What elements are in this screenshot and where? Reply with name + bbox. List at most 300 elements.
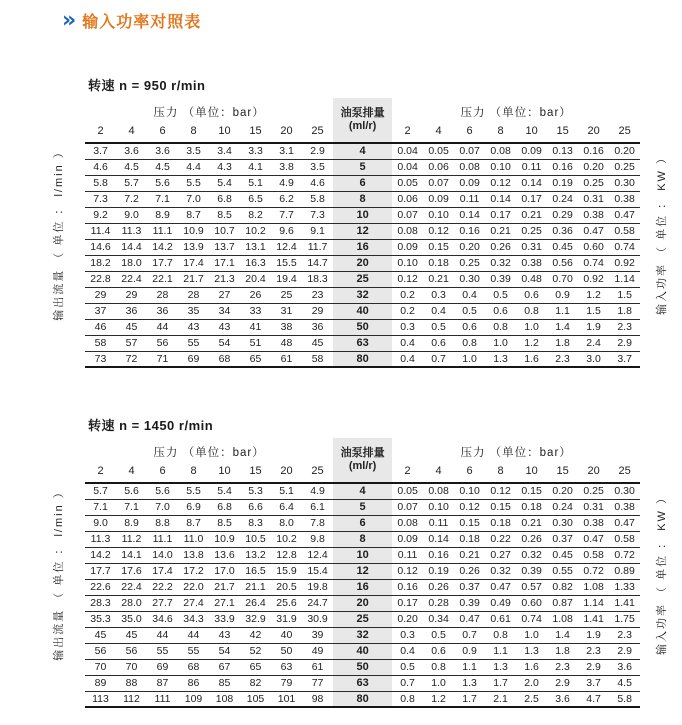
displacement-cell: 80 [333, 351, 392, 367]
power-value-cell: 1.9 [578, 319, 609, 335]
pressure-column-label: 6 [454, 462, 485, 483]
power-value-cell: 1.33 [609, 579, 640, 595]
flow-value-cell: 44 [178, 627, 209, 643]
power-value-cell: 0.5 [454, 303, 485, 319]
power-value-cell: 0.82 [547, 579, 578, 595]
flow-value-cell: 27 [209, 287, 240, 303]
power-value-cell: 0.11 [516, 159, 547, 175]
displacement-cell: 5 [333, 159, 392, 175]
flow-value-cell: 13.7 [209, 239, 240, 255]
power-value-cell: 0.18 [485, 515, 516, 531]
power-value-cell: 0.21 [423, 271, 454, 287]
flow-value-cell: 55 [147, 643, 178, 659]
flow-value-cell: 9.0 [116, 207, 147, 223]
power-value-cell: 0.10 [459, 485, 480, 498]
pressure-column-label: 8 [178, 462, 209, 483]
flow-value-cell: 22.8 [85, 271, 116, 287]
flow-value-cell: 3.7 [93, 145, 108, 158]
power-value-cell: 0.20 [578, 159, 609, 175]
pressure-column-label: 25 [609, 462, 640, 483]
flow-value-cell: 8.2 [240, 207, 271, 223]
power-value-cell: 0.87 [547, 595, 578, 611]
flow-value-cell: 4.5 [116, 159, 147, 175]
table-row [85, 595, 640, 611]
power-value-cell: 0.7 [392, 675, 423, 691]
flow-value-cell: 20.4 [240, 271, 271, 287]
displacement-header [333, 98, 392, 143]
pressure-column-label: 2 [85, 122, 116, 143]
power-value-cell: 2.9 [609, 643, 640, 659]
flow-value-cell: 17.7 [85, 563, 116, 579]
pressure-column-label: 15 [547, 122, 578, 143]
power-value-cell: 0.07 [392, 207, 423, 223]
flow-value-cell: 105 [240, 691, 271, 707]
displacement-cell: 8 [333, 191, 392, 207]
power-value-cell: 1.1 [485, 643, 516, 659]
flow-value-cell: 36 [147, 303, 178, 319]
flow-value-cell: 16.3 [240, 255, 271, 271]
pressure-column-label: 10 [209, 462, 240, 483]
flow-value-cell: 37 [85, 303, 116, 319]
power-value-cell: 1.14 [578, 595, 609, 611]
flow-value-cell: 11.0 [178, 531, 209, 547]
flow-value-cell: 98 [302, 691, 333, 707]
flow-value-cell: 70 [85, 659, 116, 675]
flow-value-cell: 28.0 [116, 595, 147, 611]
power-value-cell: 0.14 [516, 175, 547, 191]
flow-value-cell: 34 [209, 303, 240, 319]
table-row [85, 675, 640, 691]
left-axis-label-950 [30, 98, 85, 368]
power-value-cell: 0.26 [485, 239, 516, 255]
flow-value-cell: 8.0 [271, 515, 302, 531]
table-row [85, 255, 640, 271]
flow-value-cell: 40 [271, 627, 302, 643]
power-value-cell: 4.5 [609, 675, 640, 691]
flow-value-cell: 11.2 [116, 531, 147, 547]
flow-value-cell: 21.7 [209, 579, 240, 595]
power-value-cell: 0.09 [423, 191, 454, 207]
left-axis-label-1450 [30, 438, 85, 708]
displacement-cell: 20 [333, 255, 392, 271]
right-axis-label-950 [640, 98, 682, 368]
displacement-cell: 40 [333, 303, 392, 319]
flow-value-cell: 5.7 [116, 175, 147, 191]
flow-value-cell: 10.2 [240, 223, 271, 239]
power-value-cell: 2.5 [516, 691, 547, 707]
flow-value-cell: 38 [271, 319, 302, 335]
power-value-cell: 0.60 [516, 595, 547, 611]
power-value-cell: 0.3 [392, 319, 423, 335]
power-value-cell: 1.2 [516, 335, 547, 351]
displacement-cell: 50 [333, 319, 392, 335]
flow-value-cell: 22.2 [147, 579, 178, 595]
power-value-cell: 0.3 [392, 627, 423, 643]
displacement-cell: 4 [333, 143, 392, 159]
flow-value-cell: 45 [302, 335, 333, 351]
power-value-cell: 0.25 [454, 255, 485, 271]
pressure-column-label: 15 [240, 122, 271, 143]
pressure-header-right: 压力 （单位：bar） [392, 438, 640, 462]
power-value-cell: 0.38 [578, 515, 609, 531]
power-value-cell: 1.8 [547, 643, 578, 659]
power-value-cell: 0.16 [392, 579, 423, 595]
power-value-cell: 0.48 [516, 271, 547, 287]
power-value-cell: 0.34 [423, 611, 454, 627]
power-value-cell: 1.14 [609, 271, 640, 287]
power-value-cell: 0.72 [609, 547, 640, 563]
power-value-cell: 0.38 [578, 207, 609, 223]
power-value-cell: 0.4 [392, 335, 423, 351]
flow-value-cell: 27.7 [147, 595, 178, 611]
power-value-cell: 0.4 [454, 287, 485, 303]
flow-value-cell: 34.3 [178, 611, 209, 627]
table-row [85, 547, 640, 563]
flow-value-cell: 65 [240, 351, 271, 367]
power-value-cell: 0.89 [609, 563, 640, 579]
power-value-cell: 0.6 [423, 335, 454, 351]
flow-value-cell: 10.2 [271, 531, 302, 547]
table-row [85, 515, 640, 531]
pressure-column-label: 4 [116, 462, 147, 483]
flow-value-cell: 108 [209, 691, 240, 707]
flow-value-cell: 7.1 [85, 499, 116, 515]
power-value-cell: 0.05 [392, 175, 423, 191]
flow-value-cell: 19.4 [271, 271, 302, 287]
flow-value-cell: 58 [85, 335, 116, 351]
flow-value-cell: 4.3 [209, 159, 240, 175]
power-value-cell: 2.0 [516, 675, 547, 691]
power-value-cell: 0.74 [516, 611, 547, 627]
power-value-cell: 0.6 [516, 287, 547, 303]
section-header [0, 0, 682, 32]
power-value-cell: 0.20 [614, 145, 635, 158]
flow-value-cell: 14.1 [116, 547, 147, 563]
power-value-cell: 0.22 [485, 531, 516, 547]
flow-value-cell: 6.5 [240, 191, 271, 207]
speed-subtitle-950: 转速 n = 950 r/min [88, 78, 206, 93]
power-value-cell: 2.1 [485, 691, 516, 707]
flow-value-cell: 45 [116, 627, 147, 643]
flow-value-cell: 7.3 [85, 191, 116, 207]
displacement-cell: 25 [333, 271, 392, 287]
power-value-cell: 5.8 [609, 691, 640, 707]
flow-value-cell: 48 [271, 335, 302, 351]
flow-value-cell: 85 [209, 675, 240, 691]
flow-value-cell: 9.1 [302, 223, 333, 239]
displacement-cell: 50 [333, 659, 392, 675]
power-value-cell: 0.32 [485, 563, 516, 579]
table-row [85, 499, 640, 515]
power-value-cell: 1.0 [485, 335, 516, 351]
power-value-cell: 0.12 [423, 223, 454, 239]
flow-value-cell: 43 [178, 319, 209, 335]
power-value-cell: 0.56 [547, 255, 578, 271]
displacement-cell: 20 [333, 595, 392, 611]
power-value-cell: 0.28 [423, 595, 454, 611]
table-row [85, 143, 640, 159]
flow-value-cell: 25.6 [271, 595, 302, 611]
power-value-cell: 0.31 [578, 191, 609, 207]
flow-value-cell: 8.9 [116, 515, 147, 531]
power-value-cell: 0.37 [454, 579, 485, 595]
power-value-cell: 0.72 [578, 563, 609, 579]
power-value-cell: 1.0 [454, 351, 485, 367]
power-value-cell: 0.30 [609, 175, 640, 191]
power-value-cell: 0.6 [454, 319, 485, 335]
power-value-cell: 0.16 [423, 547, 454, 563]
power-value-cell: 2.4 [578, 335, 609, 351]
flow-value-cell: 14.7 [302, 255, 333, 271]
power-value-cell: 0.3 [423, 287, 454, 303]
power-value-cell: 0.55 [547, 563, 578, 579]
power-value-cell: 0.6 [485, 303, 516, 319]
power-value-cell: 1.0 [423, 675, 454, 691]
flow-value-cell: 22.6 [85, 579, 116, 595]
power-value-cell: 0.10 [423, 207, 454, 223]
power-value-cell: 0.17 [485, 207, 516, 223]
power-value-cell: 0.08 [392, 223, 423, 239]
power-value-cell: 1.8 [609, 303, 640, 319]
power-value-cell: 0.19 [423, 563, 454, 579]
pressure-column-label: 8 [485, 122, 516, 143]
flow-value-cell: 4.5 [147, 159, 178, 175]
pressure-header-right: 压力 （单位：bar） [392, 98, 640, 122]
displacement-cell: 25 [333, 611, 392, 627]
displacement-cell: 80 [333, 691, 392, 707]
power-value-cell: 0.16 [454, 223, 485, 239]
flow-value-cell: 5.3 [248, 485, 263, 498]
power-value-cell: 0.26 [423, 579, 454, 595]
pressure-column-label: 20 [271, 462, 302, 483]
flow-value-cell: 79 [271, 675, 302, 691]
displacement-cell: 32 [333, 627, 392, 643]
flow-value-cell: 89 [85, 675, 116, 691]
flow-value-cell: 70 [116, 659, 147, 675]
flow-value-cell: 57 [116, 335, 147, 351]
flow-value-cell: 7.3 [302, 207, 333, 223]
pressure-column-label: 25 [302, 122, 333, 143]
flow-value-cell: 33.9 [209, 611, 240, 627]
power-table-950 [85, 98, 640, 368]
power-value-cell: 0.21 [516, 207, 547, 223]
power-value-cell: 1.4 [547, 319, 578, 335]
displacement-cell: 6 [333, 515, 392, 531]
flow-value-cell: 36 [302, 319, 333, 335]
power-value-cell: 0.06 [423, 159, 454, 175]
power-value-cell: 0.5 [485, 287, 516, 303]
pressure-column-label: 20 [271, 122, 302, 143]
power-value-cell: 0.6 [423, 643, 454, 659]
flow-value-cell: 29 [302, 303, 333, 319]
power-value-cell: 0.21 [485, 223, 516, 239]
flow-value-cell: 50 [271, 643, 302, 659]
power-value-cell: 0.9 [547, 287, 578, 303]
flow-value-cell: 51 [240, 335, 271, 351]
flow-value-cell: 42 [240, 627, 271, 643]
power-value-cell: 1.41 [609, 595, 640, 611]
flow-value-cell: 3.1 [279, 145, 294, 158]
flow-value-cell: 3.8 [271, 159, 302, 175]
displacement-header-line2: (ml/r) [348, 460, 377, 472]
power-value-cell: 0.39 [485, 271, 516, 287]
power-value-cell: 2.9 [609, 335, 640, 351]
power-value-cell: 0.20 [454, 239, 485, 255]
table-row [85, 223, 640, 239]
flow-value-cell: 17.4 [147, 563, 178, 579]
power-value-cell: 0.14 [423, 531, 454, 547]
table-row [85, 239, 640, 255]
table-row [85, 175, 640, 191]
power-value-cell: 2.3 [547, 351, 578, 367]
table-row [85, 691, 640, 707]
flow-value-cell: 8.7 [178, 515, 209, 531]
power-value-cell: 0.30 [614, 485, 635, 498]
power-value-cell: 1.9 [578, 627, 609, 643]
pressure-column-label: 10 [516, 122, 547, 143]
power-value-cell: 0.57 [516, 579, 547, 595]
table-row [85, 303, 640, 319]
flow-value-cell: 6.6 [240, 499, 271, 515]
power-value-cell: 0.29 [547, 207, 578, 223]
flow-value-cell: 5.1 [279, 485, 294, 498]
flow-value-cell: 30.9 [302, 611, 333, 627]
flow-value-cell: 8.5 [209, 515, 240, 531]
table-row [85, 207, 640, 223]
pressure-column-label: 6 [147, 122, 178, 143]
flow-value-cell: 39 [302, 627, 333, 643]
flow-value-cell: 4.9 [271, 175, 302, 191]
power-value-cell: 0.12 [490, 485, 511, 498]
displacement-cell: 16 [333, 579, 392, 595]
power-value-cell: 3.0 [578, 351, 609, 367]
flow-value-cell: 6.2 [271, 191, 302, 207]
power-value-cell: 1.2 [423, 691, 454, 707]
power-table-1450 [85, 438, 640, 708]
table-body-950 [85, 143, 640, 367]
double-chevron-icon: » [62, 7, 75, 33]
pressure-column-label: 2 [85, 462, 116, 483]
flow-value-cell: 9.8 [302, 531, 333, 547]
power-value-cell: 0.20 [392, 611, 423, 627]
power-value-cell: 0.25 [516, 223, 547, 239]
flow-value-cell: 113 [85, 691, 116, 707]
flow-value-cell: 36 [116, 303, 147, 319]
displacement-cell: 6 [333, 175, 392, 191]
flow-value-cell: 55 [178, 643, 209, 659]
flow-value-cell: 71 [147, 351, 178, 367]
power-value-cell: 0.39 [516, 563, 547, 579]
flow-value-cell: 27.1 [209, 595, 240, 611]
displacement-cell: 12 [333, 223, 392, 239]
flow-value-cell: 3.4 [217, 145, 232, 158]
power-value-cell: 0.4 [423, 303, 454, 319]
flow-value-cell: 17.4 [178, 255, 209, 271]
pressure-column-label: 4 [423, 122, 454, 143]
flow-value-cell: 5.7 [93, 485, 108, 498]
power-value-cell: 0.92 [578, 271, 609, 287]
flow-value-cell: 45 [116, 319, 147, 335]
flow-value-cell: 17.6 [116, 563, 147, 579]
table-row [85, 483, 640, 499]
table-row [85, 335, 640, 351]
flow-value-cell: 22.1 [147, 271, 178, 287]
flow-value-cell: 8.5 [209, 207, 240, 223]
power-value-cell: 1.6 [516, 659, 547, 675]
power-value-cell: 1.0 [516, 627, 547, 643]
table-row [85, 287, 640, 303]
table-row [85, 643, 640, 659]
flow-value-cell: 21.7 [178, 271, 209, 287]
power-value-cell: 0.37 [547, 531, 578, 547]
power-value-cell: 0.4 [392, 643, 423, 659]
power-value-cell: 0.15 [521, 485, 542, 498]
power-value-cell: 2.3 [609, 319, 640, 335]
flow-value-cell: 25 [271, 287, 302, 303]
flow-value-cell: 7.7 [271, 207, 302, 223]
power-value-cell: 0.09 [392, 239, 423, 255]
power-value-cell: 3.7 [609, 351, 640, 367]
table-row [85, 563, 640, 579]
flow-value-cell: 5.5 [186, 485, 201, 498]
input-power-axis-label: 输入功率 （ 单位 ： KW ） [656, 491, 669, 655]
flow-value-cell: 11.7 [302, 239, 333, 255]
power-value-cell: 0.24 [547, 191, 578, 207]
flow-value-cell: 4.4 [178, 159, 209, 175]
flow-value-cell: 15.4 [302, 563, 333, 579]
power-value-cell: 0.12 [392, 563, 423, 579]
power-value-cell: 1.8 [547, 335, 578, 351]
power-value-cell: 0.58 [578, 547, 609, 563]
flow-value-cell: 11.3 [116, 223, 147, 239]
power-value-cell: 0.4 [392, 351, 423, 367]
flow-value-cell: 58 [302, 351, 333, 367]
flow-value-cell: 112 [116, 691, 147, 707]
power-value-cell: 4.7 [578, 691, 609, 707]
power-value-cell: 0.18 [423, 255, 454, 271]
power-value-cell: 0.92 [609, 255, 640, 271]
displacement-cell: 40 [333, 643, 392, 659]
pressure-header-left: 压力 （单位：bar） [85, 438, 333, 462]
flow-value-cell: 28 [178, 287, 209, 303]
flow-value-cell: 49 [302, 643, 333, 659]
power-value-cell: 0.30 [454, 271, 485, 287]
flow-value-cell: 6.8 [209, 191, 240, 207]
flow-value-cell: 3.6 [155, 145, 170, 158]
flow-value-cell: 61 [271, 351, 302, 367]
power-value-cell: 1.08 [547, 611, 578, 627]
pressure-column-label: 8 [485, 462, 516, 483]
power-value-cell: 0.32 [516, 547, 547, 563]
power-value-cell: 2.9 [547, 675, 578, 691]
flow-value-cell: 8.7 [178, 207, 209, 223]
power-value-cell: 0.47 [578, 531, 609, 547]
table-row [85, 611, 640, 627]
output-flow-axis-label: 输出流量 （ 单位 ： l/min ） [52, 485, 65, 661]
power-value-cell: 0.11 [392, 547, 423, 563]
power-value-cell: 1.7 [454, 691, 485, 707]
power-value-cell: 0.74 [609, 239, 640, 255]
table-row [85, 319, 640, 335]
flow-value-cell: 4.1 [240, 159, 271, 175]
power-value-cell: 0.18 [454, 531, 485, 547]
power-value-cell: 2.3 [609, 627, 640, 643]
power-value-cell: 1.1 [547, 303, 578, 319]
power-value-cell: 0.10 [392, 255, 423, 271]
pressure-column-label: 8 [178, 122, 209, 143]
power-value-cell: 0.47 [609, 515, 640, 531]
table-row [85, 531, 640, 547]
